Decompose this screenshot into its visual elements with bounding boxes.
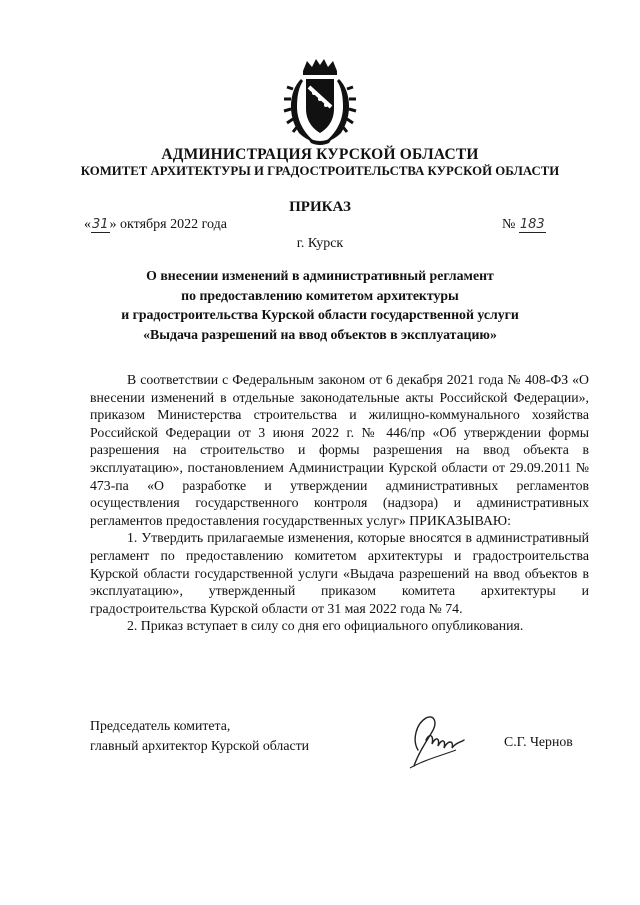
document-date (84, 217, 227, 233)
date-day-handwritten: 31 (92, 217, 109, 232)
number-handwritten: 183 (519, 217, 545, 232)
date-month-year: » октября 2022 года (109, 217, 227, 232)
number-prefix: № (502, 217, 516, 232)
signatory-name: С.Г. Чернов (504, 734, 573, 749)
document-number (502, 217, 546, 233)
date-open-quote: « (84, 217, 91, 232)
kursk-coat-of-arms-icon (281, 57, 359, 145)
organization-title: АДМИНИСТРАЦИЯ КУРСКОЙ ОБЛАСТИ (161, 146, 479, 163)
committee-title: КОМИТЕТ АРХИТЕКТУРЫ И ГРАДОСТРОИТЕЛЬСТВА КУРСКОЙ ОБЛАСТИ (80, 164, 560, 178)
document-subject (80, 266, 560, 344)
signatory-position (90, 716, 309, 755)
subject-line: «Выдача разрешений на ввод объектов в эксплуатацию» (143, 326, 497, 342)
body-paragraph-item-1: 1. Утвердить прилагаемые изменения, которые вносятся в административный регламент по предоставлению комитетом архитектуры и градостроительства Курской области государственной услуги «Выдача разрешений на ввод объектов в эксплуатацию», утвержденный приказом комитета архитектуры и градостроительства Курской области от 31 мая 2022 года № 74. (90, 530, 589, 616)
position-line: Председатель комитета, (90, 718, 231, 733)
subject-line: по предоставлению комитетом архитектуры (181, 287, 459, 303)
document-body (90, 371, 589, 635)
subject-line: и градостроительства Курской области государственной услуги (121, 307, 519, 322)
position-line: главный архитектор Курской области (90, 737, 309, 753)
body-paragraph-preamble: В соответствии с Федеральным законом от 6 декабря 2021 года № 408-ФЗ «О внесении изменений в отдельные законодательные акты Российской Федерации», приказом Министерства строительства и жилищно-коммунального хозяйства Российской Федерации от 3 июня 2022 г. № 446/пр «Об утверждении формы разрешения на строительство и формы разрешения на ввод объекта в эксплуатацию», постановлением Администрации Курской области от 29.09.2011 № 473-па «О разработке и утверждении административных регламентов осуществления государственного контроля (надзора) и административных регламентов предоставления государственных услуг» ПРИКАЗЫВАЮ: (90, 372, 589, 528)
document-city: г. Курск (296, 236, 344, 251)
subject-line: О внесении изменений в административный регламент (146, 268, 494, 283)
handwritten-signature-icon (404, 710, 474, 772)
document-type: ПРИКАЗ (289, 199, 351, 215)
body-paragraph-item-2: 2. Приказ вступает в силу со дня его официального опубликования. (127, 618, 524, 634)
